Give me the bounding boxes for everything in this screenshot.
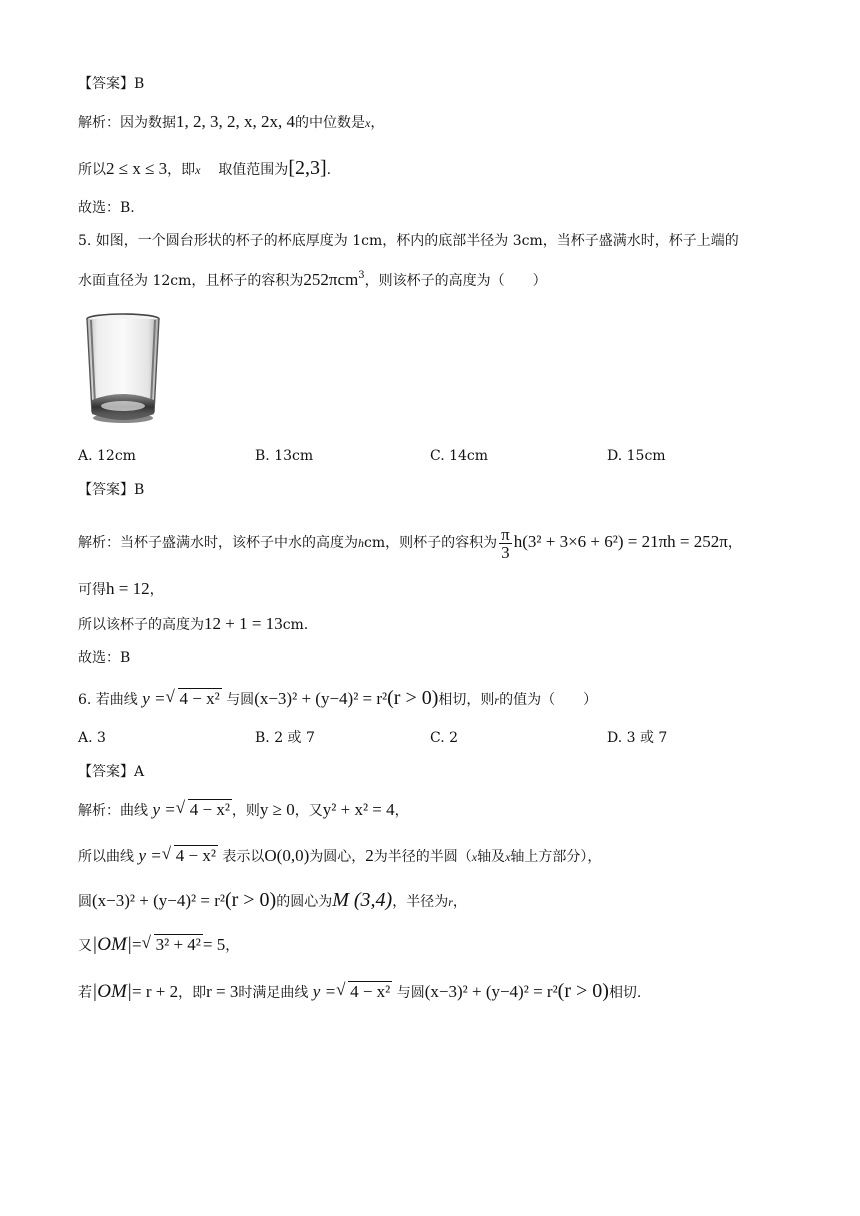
- math-var: r: [448, 895, 453, 909]
- q4-solution-line2: [78, 158, 331, 180]
- text: cm.: [282, 617, 309, 633]
- math-volume-formula: h(3² + 3×6 + 6²) = 21πh = 252π: [513, 532, 728, 551]
- text: 表示以: [222, 849, 265, 865]
- math-circle-eq: (x−3)² + (y−4)² = r²: [92, 891, 225, 910]
- text: ，又: [294, 803, 323, 819]
- math-sqrt: √ 4 − x²: [161, 844, 216, 865]
- fraction-denominator: 3: [501, 542, 510, 562]
- text: ，: [394, 803, 409, 819]
- text: 的值为（ ）: [499, 692, 598, 708]
- text: 与圆: [226, 692, 255, 708]
- math-var: x: [471, 850, 478, 864]
- text: 解析：因为数据: [78, 115, 176, 131]
- q6-solution-line5: [78, 981, 641, 1003]
- math-var: x: [505, 850, 511, 864]
- text: 与圆: [396, 985, 425, 1001]
- math-curve-lhs: y =: [142, 689, 166, 708]
- text: ，即: [178, 985, 207, 1001]
- text: ，则该杯子的高度为（ ）: [364, 273, 547, 289]
- math-sqrt: √ 4 − x²: [336, 980, 391, 1001]
- text: 的圆心为: [276, 894, 333, 910]
- text: 为半径的半圆（: [373, 849, 472, 865]
- math-equation: r = 3: [206, 982, 239, 1001]
- math-volume: 252πcm: [303, 270, 359, 289]
- q5-solution-line3: [78, 614, 308, 635]
- text: 解析：当杯子盛满水时，该杯子中水的高度为: [78, 535, 358, 551]
- q6-option-b: B. 2 或 7: [255, 730, 315, 746]
- math-var: x: [195, 163, 201, 177]
- fraction-numerator: π: [501, 524, 510, 544]
- math-equals: =: [132, 935, 142, 954]
- text: 可得: [78, 582, 106, 598]
- text: 又: [78, 938, 92, 954]
- text: 相切，则: [438, 692, 495, 708]
- q6-answer: 【答案】A: [78, 764, 145, 780]
- math-fraction: [499, 526, 512, 561]
- math-result: = 5: [202, 935, 226, 954]
- text: 所以曲线: [78, 849, 134, 865]
- math-equation: 12 + 1 = 13: [204, 614, 283, 633]
- glass-cup-image: [84, 312, 162, 428]
- sqrt-radicand: 4 − x²: [175, 846, 216, 865]
- math-condition: (r > 0): [557, 980, 609, 1002]
- math-equation: y² + x² = 4: [322, 800, 395, 819]
- q6-option-a: A. 3: [78, 730, 106, 746]
- q5-answer: 【答案】B: [78, 482, 145, 498]
- math-range: [2,3]: [288, 157, 327, 179]
- q6-option-d: D. 3 或 7: [607, 730, 668, 746]
- q4-choice: 故选：B.: [78, 200, 135, 216]
- text: 相切.: [608, 985, 642, 1001]
- math-condition: (r > 0): [224, 889, 277, 911]
- text: ，: [149, 582, 164, 598]
- text: 的中位数是: [295, 115, 365, 131]
- q6-solution-line2: [78, 846, 601, 867]
- text: 所以该杯子的高度为: [78, 617, 204, 633]
- math-equation: h = 12: [106, 579, 150, 598]
- math-circle-eq: (x−3)² + (y−4)² = r²: [254, 689, 388, 708]
- text: cm，则杯子的容积为: [364, 535, 498, 551]
- sqrt-radicand: 4 − x²: [189, 800, 230, 819]
- q6-solution-line1: [78, 800, 409, 821]
- math-curve-lhs: y =: [138, 846, 162, 865]
- math-exponent: 3: [358, 270, 365, 281]
- math-curve-lhs: y =: [152, 800, 176, 819]
- q5-solution-line2: [78, 579, 164, 600]
- text: 若: [78, 985, 92, 1001]
- text: 时满足曲线: [238, 985, 309, 1001]
- math-inequality: 2 ≤ x ≤ 3: [106, 159, 168, 178]
- math-point: O(0,0): [264, 846, 310, 865]
- text: 6. 若曲线: [78, 692, 138, 708]
- math-curve-lhs: y =: [312, 982, 337, 1001]
- math-var: r: [494, 693, 500, 707]
- q5-choice: 故选：B: [78, 650, 131, 666]
- math-var: h: [358, 536, 364, 550]
- text: 轴上方部分），: [510, 849, 602, 865]
- text: .: [326, 162, 332, 178]
- text: 圆: [78, 894, 92, 910]
- math-sqrt: √ 4 − x²: [175, 798, 230, 819]
- text: ，: [370, 115, 385, 131]
- math-equation: = r + 2: [132, 982, 179, 1001]
- q4-answer: 【答案】B: [78, 76, 145, 92]
- text: 取值范围为: [218, 162, 289, 178]
- q5-option-d: D. 15cm: [607, 448, 666, 464]
- math-sqrt: √ 4 − x²: [165, 687, 220, 708]
- text: 解析：曲线: [78, 803, 148, 819]
- math-point: M (3,4): [332, 889, 393, 911]
- text: ，: [727, 535, 742, 551]
- text: ，则: [231, 803, 260, 819]
- q5-option-a: A. 12cm: [78, 448, 136, 464]
- text: 水面直径为 12cm，且杯子的容积为: [78, 273, 304, 289]
- text: ，: [225, 938, 240, 954]
- text: 为圆心，: [309, 849, 366, 865]
- q4-solution-line1: [78, 112, 384, 133]
- q6-option-c: C. 2: [430, 730, 459, 746]
- q6-solution-line3: [78, 890, 467, 912]
- glass-cup-drawing: [84, 312, 162, 428]
- text: 所以: [78, 162, 106, 178]
- text: ，半径为: [392, 894, 449, 910]
- math-number: 2: [365, 846, 374, 865]
- math-circle-eq: (x−3)² + (y−4)² = r²: [424, 982, 558, 1001]
- q5-solution-line1: [78, 524, 742, 561]
- text: ，即: [167, 162, 196, 178]
- q6-solution-line4: [78, 935, 239, 956]
- math-data-set: 1, 2, 3, 2, x, 2x, 4: [176, 112, 295, 131]
- math-sqrt: √ 3² + 4²: [141, 933, 201, 954]
- sqrt-radicand: 4 − x²: [179, 689, 220, 708]
- text: 轴及: [477, 849, 506, 865]
- sqrt-radicand: 4 − x²: [350, 982, 391, 1001]
- q6-stem: [78, 688, 597, 710]
- math-abs: |OM|: [92, 934, 132, 955]
- q5-stem-line2: [78, 270, 547, 291]
- math-abs: |OM|: [92, 981, 132, 1002]
- math-condition: (r > 0): [387, 687, 439, 709]
- q5-option-b: B. 13cm: [255, 448, 314, 464]
- math-var: x: [365, 116, 371, 130]
- q5-option-c: C. 14cm: [430, 448, 489, 464]
- q5-stem-line1: 5. 如图，一个圆台形状的杯子的杯底厚度为 1cm，杯内的底部半径为 3cm，当杯子盛满水时，杯子上端的: [78, 233, 739, 249]
- sqrt-radicand: 3² + 4²: [155, 935, 201, 954]
- text: ，: [452, 894, 467, 910]
- math-inequality: y ≥ 0: [259, 800, 295, 819]
